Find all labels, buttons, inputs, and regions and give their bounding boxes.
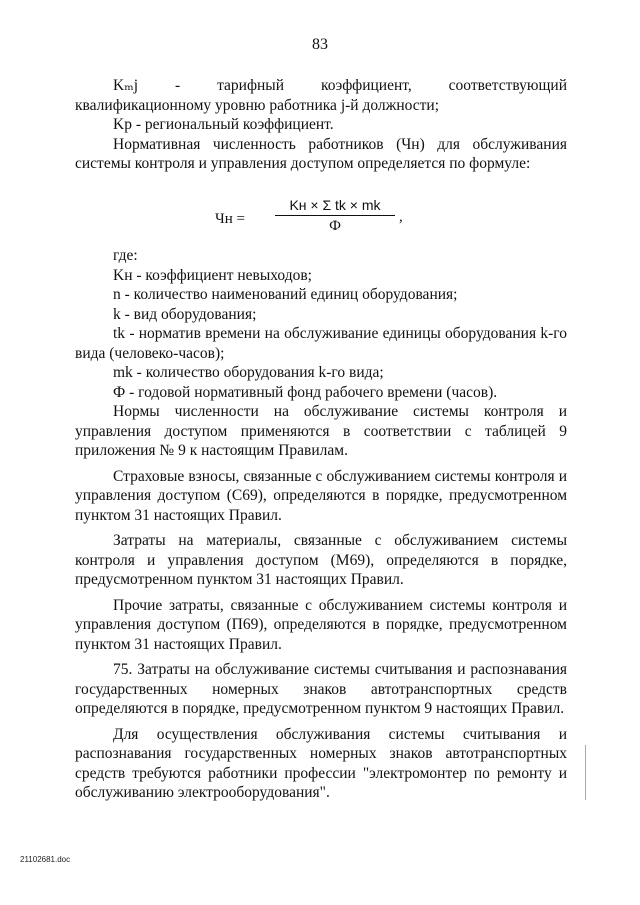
footer-filename: 21102681.doc	[20, 855, 71, 864]
definition-tk: tk - норматив времени на обслуживание единицы оборудования k-го вида (человеко-часов);	[75, 325, 567, 362]
definition-f: Ф - годовой нормативный фонд рабочего времени (часов).	[113, 383, 498, 401]
formula-fraction	[275, 197, 395, 235]
definition-n: n - количество наименований единиц оборудования;	[113, 286, 458, 303]
paragraph-kr: Kр - региональный коэффициент.	[113, 116, 334, 133]
formula-numerator: Kн × Σ tk × mk	[275, 197, 395, 216]
paragraph-other-costs: Прочие затраты, связанные с обслуживанием системы контроля и управления доступом (П69), определяются в порядке, предусмотренном пунктом 31 настоящих Правил.	[75, 596, 567, 653]
margin-line	[585, 745, 586, 800]
paragraph-norms: Нормы численности на обслуживание системы контроля и управления доступом применяются в соответствии с таблицей 9 приложения № 9 к настоящим Правилам.	[75, 403, 567, 459]
definition-mk: mk - количество оборудования k-го вида;	[113, 364, 384, 381]
page-number: 83	[312, 36, 328, 53]
definition-k: k - вид оборудования;	[113, 305, 257, 323]
formula-lhs: Чн =	[215, 211, 245, 227]
paragraph-kmj: Kₘj - тарифный коэффициент, соответствующий квалификационному уровню работника j-й должности;	[75, 77, 567, 114]
paragraph-where: где:	[113, 247, 138, 264]
text-block-top	[75, 76, 567, 174]
text-block-definitions	[75, 246, 567, 803]
paragraph-norm-headcount: Нормативная численность работников (Чн) для обслуживания системы контроля и управления доступом определяется по формуле:	[75, 135, 567, 172]
formula-denominator: Ф	[329, 218, 341, 234]
paragraph-75: 75. Затраты на обслуживание системы считывания и распознавания государственных номерных знаков автотранспортных средств определяются в порядке, предусмотренном пунктом 9 настоящих Правил.	[75, 661, 567, 717]
formula-trailing: ,	[399, 209, 403, 225]
definition-kn: Kн - коэффициент невыходов;	[113, 266, 312, 284]
paragraph-insurance: Страховые взносы, связанные с обслуживанием системы контроля и управления доступом (C69), определяются в порядке, предусмотренном пунктом 31 настоящих Правил.	[75, 467, 567, 524]
paragraph-materials: Затраты на материалы, связанные с обслуживанием системы контроля и управления доступом (M69), определяются в порядке, предусмотренном пунктом 31 настоящих Правил.	[75, 532, 567, 588]
headcount-formula	[215, 197, 435, 241]
paragraph-staff: Для осуществления обслуживания системы считывания и распознавания государственных номерных знаков автотранспортных средств требуются работники профессии "электромонтер по ремонту и обслуживанию электрооборудования".	[75, 725, 567, 801]
